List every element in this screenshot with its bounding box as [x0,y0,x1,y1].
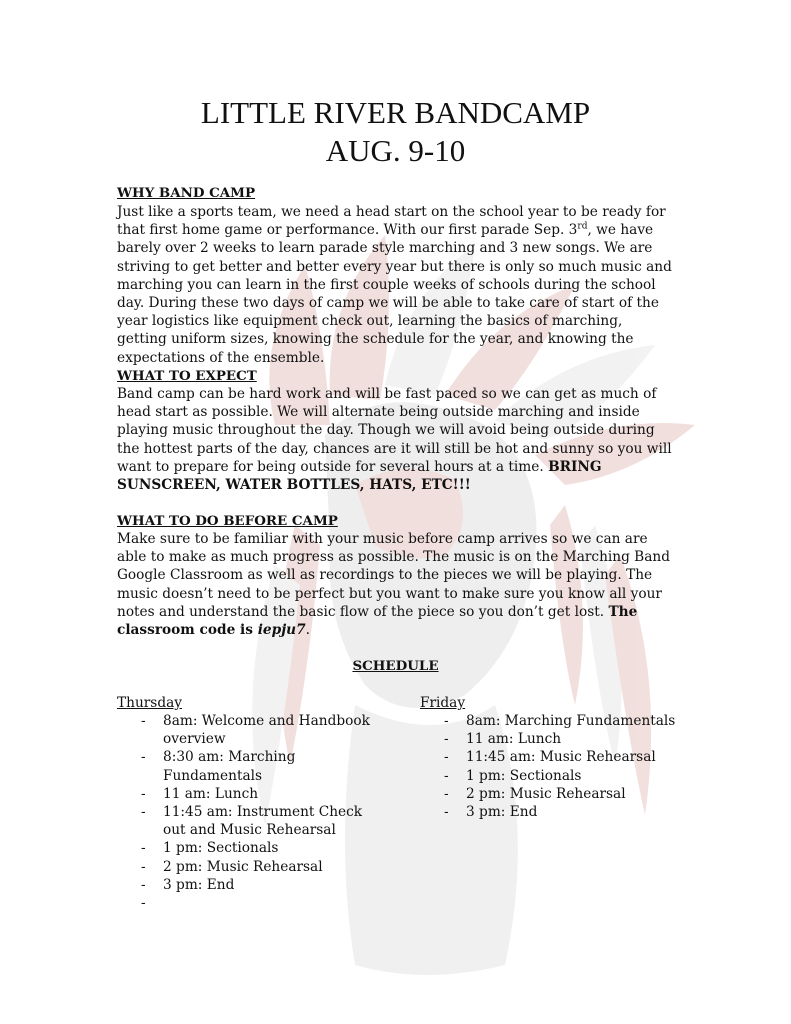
list-item: - 11 am: Lunch [141,785,259,802]
thursday-label: Thursday [117,695,182,711]
list-item: - 8:30 am: Marching Fundamentals [141,749,296,784]
document-title: LITTLE RIVER BANDCAMP [200,95,591,130]
list-item: - 1 pm: Sectionals [444,767,582,784]
list-item: - 11 am: Lunch [444,731,562,748]
before-camp-heading: WHAT TO DO BEFORE CAMP [117,513,338,529]
classroom-code: iepju7 [257,622,306,639]
list-item: - 8am: Marching Fundamentals [444,713,676,729]
empty-list-item: - [141,895,146,912]
list-item: - 2 pm: Music Rehearsal [444,785,626,802]
list-item: - 11:45 am: Music Rehearsal [444,749,656,766]
what-to-expect-paragraph: Band camp can be hard work and will be fast paced so we can get as much of head start as possible. We will alternate being outside marching and inside playing music throughout the day. Though we will avoid being outside during the hottest parts of the day, chances are it will still be hot and sunny so you will want to prepare for being outside for several hours at a time. BRING SUNSCREEN, WATER BOTTLES, HATS, ETC!!! [117,386,672,494]
list-item: - 8am: Welcome and Handbook overview [141,713,370,748]
friday-label: Friday [420,695,466,711]
why-band-camp-heading: WHY BAND CAMP [117,185,256,201]
bring-supplies-note: BRING SUNSCREEN, WATER BOTTLES, HATS, ETC!!! [117,458,602,494]
schedule-heading: SCHEDULE [352,658,439,674]
list-item: - 3 pm: End [141,876,235,893]
list-item: - 11:45 am: Instrument Check out and Music Rehearsal [141,804,363,839]
list-item: - 1 pm: Sectionals [141,840,279,857]
list-item: - 3 pm: End [444,804,538,821]
list-item: - 2 pm: Music Rehearsal [141,858,323,875]
classroom-code-label: The classroom code is [117,603,638,639]
why-band-camp-paragraph: Just like a sports team, we need a head start on the school year to be ready for that first home game or performance. With our first parade Sep. 3rd, we have barely over 2 weeks to learn parade style marching and 3 new songs. We are striving to get better and better every year but there is only so much music and marching you can learn in the first couple weeks of schools during the school day. During these two days of camp we will be able to take care of start of the year logistics like equipment check out, learning the basics of marching, getting uniform sizes, knowing the schedule for the year, and knowing the expectations of the ensemble. [117,204,672,366]
thursday-schedule-list [141,712,381,912]
what-to-expect-heading: WHAT TO EXPECT [117,368,257,384]
before-camp-paragraph: Make sure to be familiar with your music before camp arrives so we can are able to make as much progress as possible. The music is on the Marching Band Google Classroom as well as recordings to the pieces we will be playing. The music doesn’t need to be perfect but you want to make sure you know all your notes and understand the basic flow of the piece so you don’t get lost. The classroom code is iepju7. [117,531,670,639]
friday-schedule-list [444,712,704,821]
document-dates: AUG. 9-10 [325,133,466,168]
